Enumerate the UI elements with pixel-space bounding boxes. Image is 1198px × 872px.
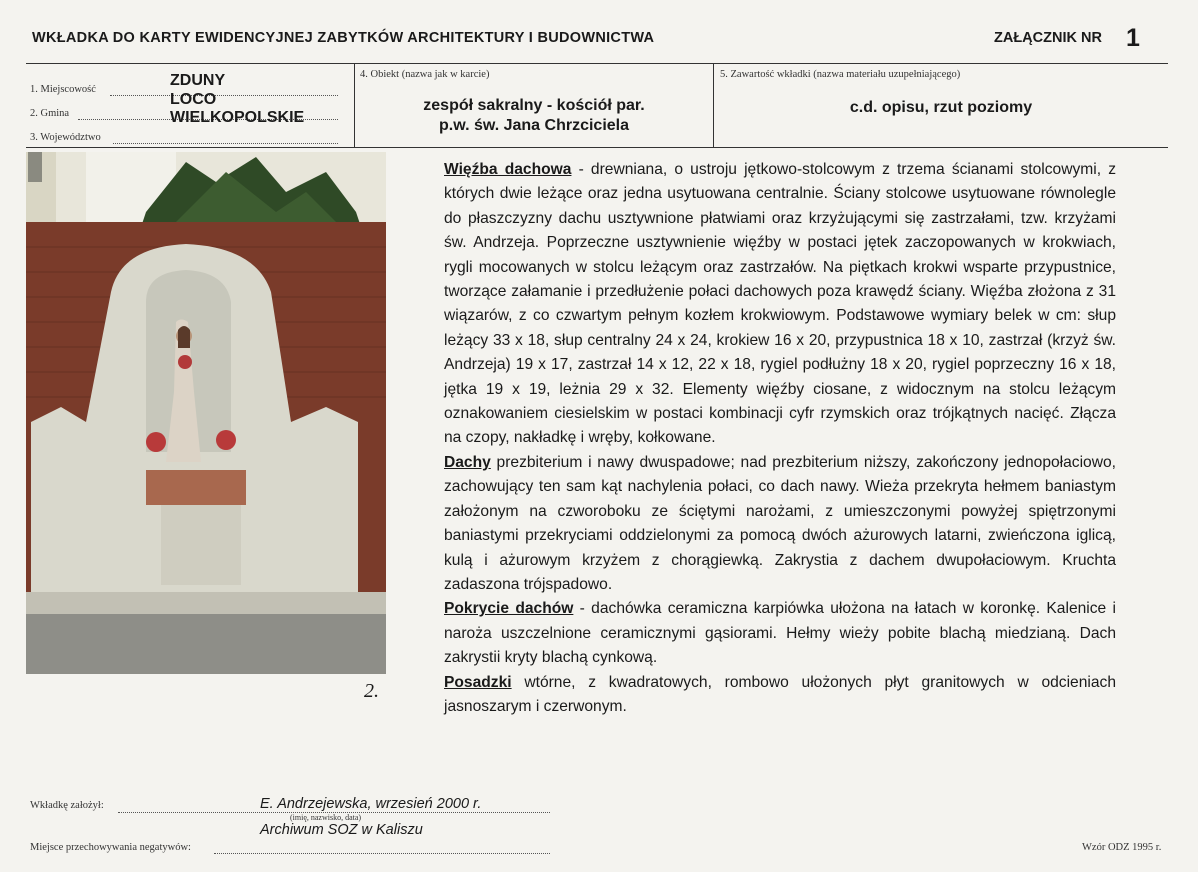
- shrine-photo: [26, 152, 386, 674]
- miejscowosc-label: 1. Miejscowość: [30, 84, 96, 95]
- paragraph-wiezba: [444, 158, 1116, 451]
- heading-pokrycie: Pokrycie dachów: [444, 600, 574, 618]
- zalozyl-value: E. Andrzejewska, wrzesień 2000 r.: [260, 796, 482, 812]
- table-divider-1: [354, 63, 355, 148]
- form-version: Wzór ODZ 1995 r.: [1082, 842, 1162, 853]
- heading-posadzki: Posadzki: [444, 673, 512, 691]
- shrine-photo-illustration: [26, 152, 386, 674]
- wojewodztwo-dots: [113, 143, 338, 144]
- table-bottom-line: [26, 147, 1168, 148]
- table-divider-2: [713, 63, 714, 148]
- obiekt-value-line2: p.w. św. Jana Chrzciciela: [439, 117, 629, 134]
- paragraph-dachy: [444, 451, 1116, 597]
- wojewodztwo-value: WIELKOPOLSKIE: [170, 109, 305, 126]
- zalozyl-label: Wkładkę założył:: [30, 800, 104, 811]
- form-title: WKŁADKA DO KARTY EWIDENCYJNEJ ZABYTKÓW ARCHITEKTURY I BUDOWNICTWA: [32, 30, 655, 46]
- photo-number: 2.: [364, 680, 379, 702]
- text-pokrycie: - dachówka ceramiczna karpiówka ułożona na łatach w koronkę. Kalenice i naroża uszczelnione ceramicznymi gąsiorami. Hełmy wieży pobite blachą miedzianą. Dach zakrystii kryty blachą cynkową.: [444, 600, 1116, 667]
- obiekt-value-line1: zespół sakralny - kościół par.: [423, 97, 645, 114]
- negatywy-dots: [214, 853, 550, 854]
- miejscowosc-value: ZDUNY: [170, 72, 226, 89]
- miejscowosc-dots: [110, 95, 338, 96]
- heading-wiezba: Więźba dachowa: [444, 161, 572, 178]
- gmina-value: LOCO: [170, 91, 217, 108]
- zawartosc-value: c.d. opisu, rzut poziomy: [849, 99, 1033, 116]
- zawartosc-label: 5. Zawartość wkładki (nazwa materiału uzupełniającego): [720, 69, 961, 80]
- archiwum-value: Archiwum SOZ w Kaliszu: [260, 822, 423, 838]
- zalozyl-hint: (imię, nazwisko, data): [290, 813, 362, 822]
- paragraph-posadzki: [444, 671, 1116, 720]
- attachment-label: ZAŁĄCZNIK NR: [994, 30, 1102, 46]
- text-wiezba: - drewniana, o ustroju jętkowo-stolcowym z trzema ścianami stolcowymi, z których dwie leżące oraz jedna usytuowana centralnie. Ściany stolcowe usytuowane równolegle do płaszczyzny dachu usztywnione płatwiami oraz krzyżującymi się zastrzałami, tzw. krzyżami św. Andrzeja. Poprzeczne usztywnienie więźby w postaci jętek zaczopowanych w krokwiach, rygli mocowanych w stolcu leżącym oraz zastrzałów. Na piętkach krokwi wsparte przypustnice, tworzące załamanie i przedłużenie połaci dachowych poza krawędź ściany. Więźba złożona z 31 wiązarów, z co czwartym pełnym kozłem krokwiowym. Podstawowe wymiary belek w cm: słup leżący 33 x 18, słup centralny 24 x 24, krokiew 16 x 20, przypustnica 18 x 10, zastrzał (krzyż św. Andrzeja) 19 x 17, zastrzał 14 x 12, 22 x 18, rygiel podłużny 18 x 20, rygiel poprzeczny 16 x 18, jętka 19 x 19, leżnia 29 x 32. Elementy więźby ciosane, z widocznym na stolcu leżącym oznakowaniem ciesielskim w postaci kombinacji cyfr rzymskich oraz trójkątnych nacięć. Złącza na czopy, nakładkę i wręby, kołkowane.: [444, 161, 1116, 447]
- attachment-number: 1: [1126, 24, 1140, 52]
- text-posadzki: wtórne, z kwadratowych, rombowo ułożonych płyt granitowych w odcieniach jasnoszarym i czerwonym.: [444, 673, 1116, 715]
- paragraph-pokrycie: [444, 597, 1116, 670]
- heading-dachy: Dachy: [444, 453, 491, 471]
- text-dachy: prezbiterium i nawy dwuspadowe; nad prezbiterium niższy, zakończony jednopołaciowo, zachowujący ten sam kąt nachylenia połaci, co dach nawy. Wieża przekryta hełmem baniastym założonym na czworoboku ze ściętymi narożami, z umieszczonymi powyżej spiętrzonymi baniastymi przekryciami oddzielonymi za pomocą dwóch ażurowych latarni, zwieńczona iglicą, kulą i ażurowym krzyżem z chorągiewką. Zakrystia z dachem dwupołaciowym. Kruchta zadaszona trójspadowo.: [444, 453, 1116, 593]
- table-top-line: [26, 63, 1168, 64]
- obiekt-label: 4. Obiekt (nazwa jak w karcie): [360, 69, 490, 80]
- description-text: [444, 158, 1116, 719]
- gmina-label: 2. Gmina: [30, 108, 70, 119]
- negatywy-label: Miejsce przechowywania negatywów:: [30, 842, 191, 853]
- wojewodztwo-label: 3. Województwo: [30, 132, 101, 143]
